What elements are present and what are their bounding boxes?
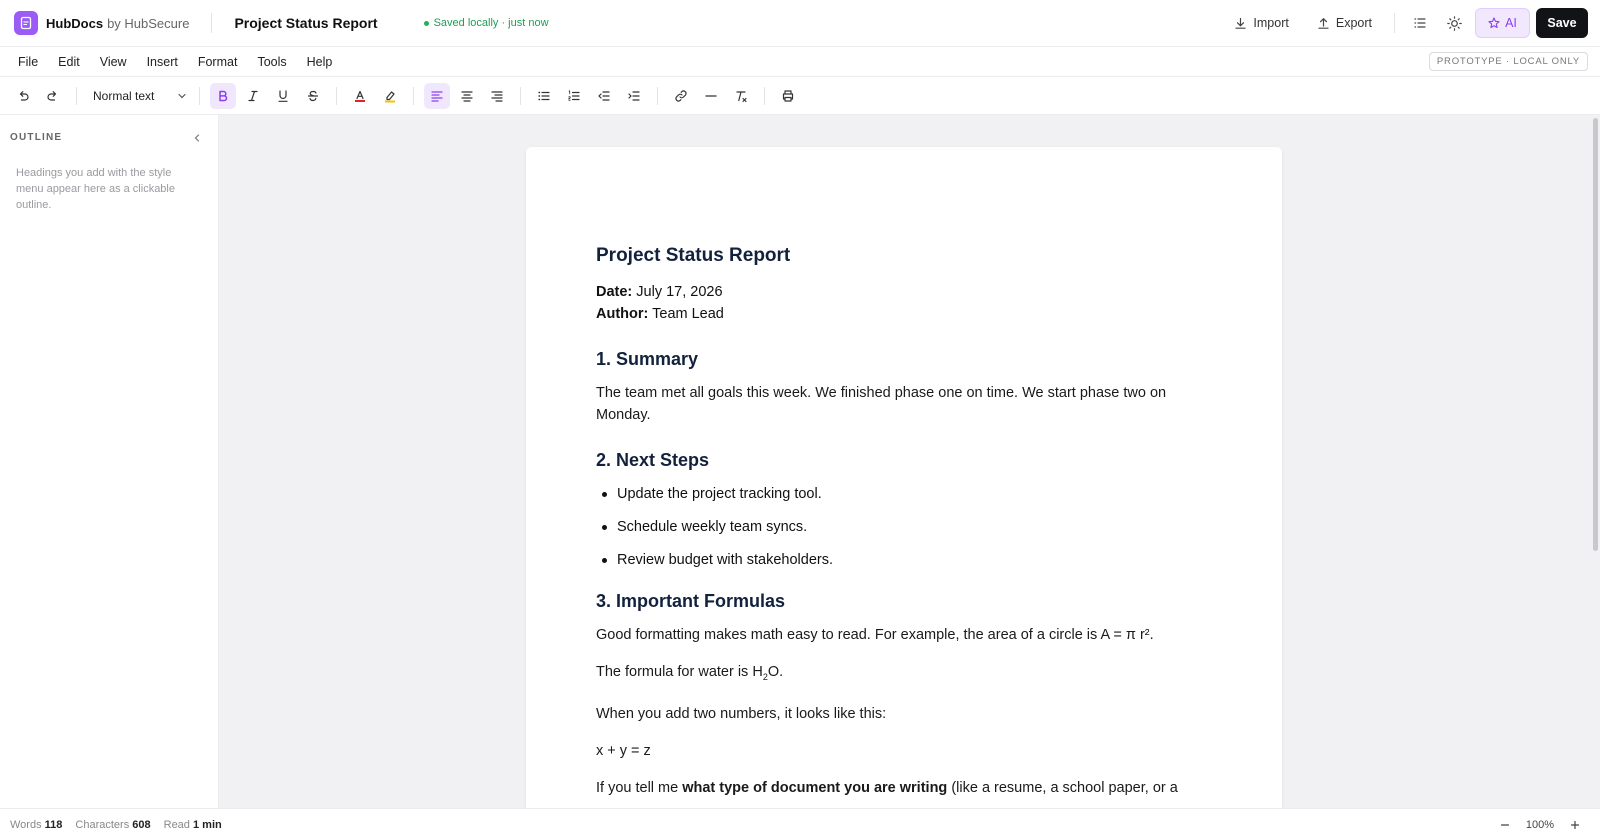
align-right-icon[interactable] <box>484 83 510 109</box>
horizontal-rule-icon[interactable] <box>698 83 724 109</box>
divider <box>76 87 77 105</box>
divider <box>764 87 765 105</box>
top-bar <box>0 0 1600 47</box>
section-heading-next-steps: 2. Next Steps <box>596 450 710 470</box>
brand-subtitle: by HubSecure <box>107 15 190 31</box>
align-center-icon[interactable] <box>454 83 480 109</box>
numbered-list-icon[interactable] <box>561 83 587 109</box>
menu-help[interactable]: Help <box>306 54 333 69</box>
summary-paragraph: The team met all goals this week. We finished phase one on time. We start phase two on Monday. <box>596 385 1167 423</box>
outline-title: OUTLINE <box>10 132 63 143</box>
print-icon[interactable] <box>775 83 801 109</box>
theme-toggle-icon[interactable] <box>1439 8 1469 38</box>
strikethrough-icon[interactable] <box>300 83 326 109</box>
outline-sidebar <box>0 115 219 808</box>
zoom-control <box>1494 814 1586 836</box>
menu-tools[interactable]: Tools <box>257 54 287 69</box>
paragraph-style-select[interactable]: Normal text <box>85 83 191 109</box>
bullet-list-icon[interactable] <box>531 83 557 109</box>
align-left-icon[interactable] <box>424 83 450 109</box>
divider <box>211 13 212 33</box>
save-status: Saved locally · just now <box>424 17 549 29</box>
word-count: Words 118 <box>10 818 63 831</box>
save-button[interactable]: Save <box>1536 8 1588 38</box>
formula-paragraph-water: The formula for water is $H_2O$. <box>596 664 784 682</box>
highlight-icon[interactable] <box>377 83 403 109</box>
zoom-out-icon[interactable] <box>1494 814 1516 836</box>
closing-paragraph: If you tell me what type of document you are writing (like a resume, a school paper, or a <box>596 780 1178 796</box>
menu-bar <box>0 47 1600 77</box>
undo-icon[interactable] <box>10 83 36 109</box>
document-heading: Project Status Report <box>596 245 791 266</box>
divider <box>520 87 521 105</box>
author-line: Author: Team Lead <box>596 306 724 322</box>
collapse-sidebar-icon[interactable] <box>192 133 202 143</box>
document-canvas <box>219 115 1600 808</box>
text-color-icon[interactable] <box>347 83 373 109</box>
menu-format[interactable]: Format <box>197 54 238 69</box>
status-dot-icon <box>424 21 429 26</box>
document-title[interactable]: Project Status Report <box>234 15 378 31</box>
document-page[interactable] <box>526 147 1282 808</box>
list-item: Schedule weekly team syncs. <box>596 516 1212 538</box>
outline-empty-hint: Headings you add with the style menu appear here as a clickable outline. <box>16 167 175 211</box>
formula-paragraph-circle: Good formatting makes math easy to read. For example, the area of a circle is A = π r². <box>596 627 1154 643</box>
list-item: Review budget with stakeholders. <box>596 549 1212 571</box>
chevron-down-icon <box>177 91 187 101</box>
brand-name: HubDocs by HubSecure <box>46 15 190 31</box>
menu-view[interactable]: View <box>99 54 127 69</box>
divider <box>199 87 200 105</box>
section-heading-summary: 1. Summary <box>596 349 699 369</box>
format-toolbar <box>0 77 1600 115</box>
character-count: Characters 608 <box>75 818 151 831</box>
next-steps-list <box>596 483 1212 571</box>
divider <box>413 87 414 105</box>
clear-format-icon[interactable] <box>728 83 754 109</box>
divider <box>657 87 658 105</box>
divider <box>1394 13 1395 33</box>
indent-icon[interactable] <box>621 83 647 109</box>
section-heading-formulas: 3. Important Formulas <box>596 591 786 611</box>
read-time: Read 1 min <box>163 818 222 831</box>
menu-edit[interactable]: Edit <box>58 54 80 69</box>
upload-icon <box>1317 17 1330 30</box>
sparkle-icon <box>1488 17 1500 29</box>
list-item: Update the project tracking tool. <box>596 483 1212 505</box>
menu-file[interactable]: File <box>18 54 39 69</box>
import-button[interactable]: Import <box>1224 9 1298 37</box>
export-button[interactable]: Export <box>1307 9 1382 37</box>
formula-equation: x + y = z <box>596 743 651 759</box>
bold-icon[interactable] <box>210 83 236 109</box>
formula-paragraph-addition: When you add two numbers, it looks like this: <box>596 706 887 722</box>
link-icon[interactable] <box>668 83 694 109</box>
status-bar <box>0 808 1600 840</box>
vertical-scrollbar[interactable] <box>1593 118 1598 551</box>
app-logo-icon[interactable] <box>14 11 38 35</box>
download-icon <box>1234 17 1247 30</box>
menu-insert[interactable]: Insert <box>146 54 178 69</box>
divider <box>336 87 337 105</box>
underline-icon[interactable] <box>270 83 296 109</box>
ai-button[interactable]: AI <box>1475 8 1530 38</box>
redo-icon[interactable] <box>40 83 66 109</box>
outdent-icon[interactable] <box>591 83 617 109</box>
italic-icon[interactable] <box>240 83 266 109</box>
zoom-in-icon[interactable] <box>1564 814 1586 836</box>
prototype-badge: PROTOTYPE · LOCAL ONLY <box>1429 52 1588 71</box>
zoom-level: 100% <box>1525 818 1554 831</box>
date-line: Date: July 17, 2026 <box>596 284 723 300</box>
outline-toggle-icon[interactable] <box>1405 8 1435 38</box>
